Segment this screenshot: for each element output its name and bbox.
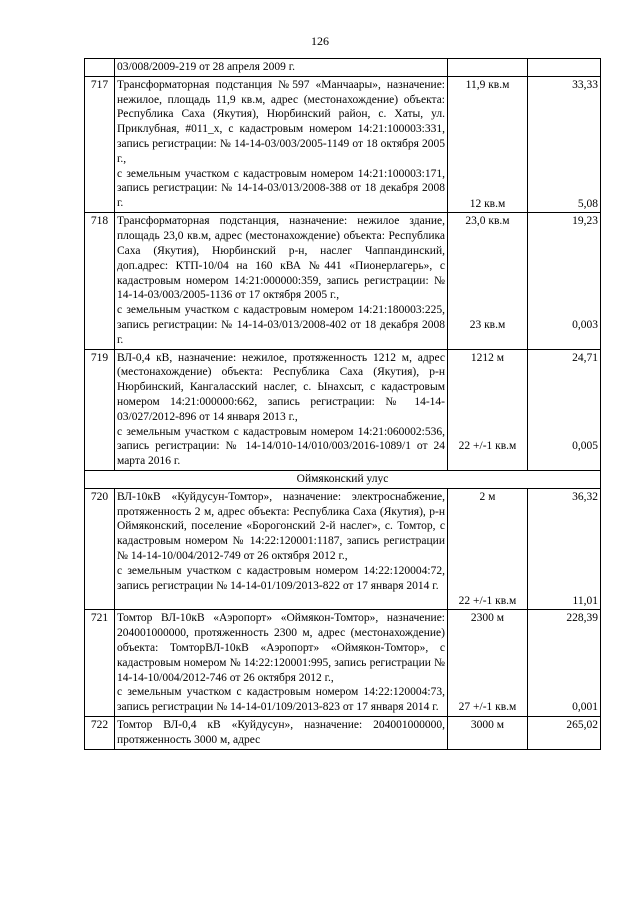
land-value: 0,001 — [572, 701, 598, 714]
land-value: 0,003 — [572, 319, 598, 332]
land-description: с земельным участком с кадастровым номером 14:22:120004:73, запись регистрации № 14-14-01/109/2013-823 от 17 января 2014 г. — [117, 686, 445, 714]
object-description: ВЛ-0,4 кВ, назначение: нежилое, протяженность 1212 м, адрес (местонахождение) объекта: Республика Саха (Якутия), р-н Нюрбинский, Кангаласский наслег, с. Ынахсыт, с кадастровым номером 14:21:000000:662, запись регистрации: № 14-14-03/027/2012-896 от 14 января 2013 г., — [117, 351, 445, 423]
object-value: 265,02 — [566, 718, 598, 731]
object-description: Трансформаторная подстанция, назначение: нежилое здание, площадь 23,0 кв.м, адрес (местонахождение) объекта: Республика Саха (Якутия), Нюрбинский р-н, наслег Чаппандинский, доп.адрес: КТП-10/04 на 160 кВА №441 «Пионерлагерь», с кадастровым номером 14:21:000000:359, запись регистрации: № 14-14-03/003/2005-1136 от 17 октября 2005 г., — [117, 215, 445, 302]
row-number: 721 — [85, 610, 115, 717]
object-area: 23,0 кв.м — [465, 215, 510, 228]
object-area: 1212 м — [470, 351, 505, 364]
land-area: 12 кв.м — [469, 197, 506, 210]
object-area: 2300 м — [470, 612, 505, 625]
row-description — [115, 610, 448, 717]
row-area — [448, 213, 528, 349]
object-value: 19,23 — [572, 215, 598, 228]
land-value: 0,005 — [572, 440, 598, 453]
row-number: 717 — [85, 76, 115, 213]
table-row — [85, 716, 601, 749]
land-value: 11,01 — [572, 594, 598, 607]
object-description: Томтор ВЛ-10кВ «Аэропорт» «Оймякон-Томтор», назначение: 204001000000, протяженность 2300 м, адрес (местонахождение) объекта: ТомторВЛ-10кВ «Аэропорт» «Оймякон-Томтор», с кадастровым номером № 14:22:120001:995, запись регистрации № 14-14-10/004/2012-746 от 26 октября 2012 г., — [117, 612, 445, 684]
row-value — [528, 349, 601, 470]
object-description: Трансформаторная подстанция №597 «Манчаары», назначение: нежилое, площадь 11,9 кв.м, адрес (местонахождение) объекта: Республика Саха (Якутия), Нюрбинский район, с. Хаты, ул. Приклубная, #011_х, с кадастровым номером 14:21:100003:331, запись регистрации: № 14-14-03/003/2005-1149 от 18 октября 2005 г., — [117, 78, 445, 165]
row-number-cell — [85, 59, 115, 77]
row-value — [528, 213, 601, 349]
row-value — [528, 488, 601, 610]
land-description: с земельным участком с кадастровым номером 14:21:060002:536, запись регистрации: № 14-14/010-14/010/003/2016-1089/1 от 24 марта 2016 г. — [117, 425, 445, 468]
object-value: 228,39 — [566, 612, 598, 625]
land-area: 27 +/-1 кв.м — [458, 701, 517, 714]
object-area: 2 м — [479, 490, 496, 503]
row-number: 718 — [85, 213, 115, 349]
row-description — [115, 213, 448, 349]
table-row — [85, 349, 601, 470]
land-description: с земельным участком с кадастровым номером 14:22:120004:72, запись регистрации № 14-14-01/109/2013-822 от 17 января 2014 г. — [117, 564, 445, 592]
row-area — [448, 610, 528, 717]
row-description — [115, 488, 448, 610]
land-value: 5,08 — [577, 197, 598, 210]
table-row — [85, 59, 601, 77]
row-area — [448, 716, 528, 749]
row-number: 722 — [85, 716, 115, 749]
page-number: 126 — [311, 34, 329, 48]
object-value: 33,33 — [572, 78, 598, 91]
object-area: 11,9 кв.м — [465, 78, 510, 91]
row-area — [448, 76, 528, 213]
object-description: Томтор ВЛ-0,4 кВ «Куйдусун», назначение: 204001000000, протяженность 3000 м, адрес — [117, 718, 445, 746]
object-description: ВЛ-10кВ «Куйдусун-Томтор», назначение: электроснабжение, протяженность 2 м, адрес объекта: Республика Саха (Якутия), р-н Оймяконский, поселение «Борогонский 2-й наслег», с. Томтор, с кадастровым номером № 14:22:120001:1187, запись регистрации № 14-14-10/004/2012-749 от 26 октября 2012 г., — [117, 490, 445, 562]
land-area: 23 кв.м — [469, 319, 506, 332]
row-description — [115, 76, 448, 213]
row-value — [528, 610, 601, 717]
table-row — [85, 610, 601, 717]
land-description: с земельным участком с кадастровым номером 14:21:100003:171, запись регистрации: № 14-14-03/013/2008-388 от 18 декабря 2008 г. — [117, 167, 445, 210]
row-value — [528, 76, 601, 213]
region-row — [85, 470, 601, 488]
land-description: с земельным участком с кадастровым номером 14:21:180003:225, запись регистрации: № 14-14-03/013/2008-402 от 18 декабря 2008 г. — [117, 304, 445, 346]
land-area: 22 +/-1 кв.м — [458, 440, 517, 453]
table-row — [85, 488, 601, 610]
row-number: 719 — [85, 349, 115, 470]
row-description — [115, 349, 448, 470]
object-area: 3000 м — [470, 718, 505, 731]
region-heading: Оймяконский улус — [85, 470, 601, 488]
table-row — [85, 213, 601, 349]
table-row — [85, 76, 601, 213]
object-value: 36,32 — [572, 490, 598, 503]
row-area — [448, 349, 528, 470]
row-area — [448, 488, 528, 610]
row-value — [528, 716, 601, 749]
continuation-text: 03/008/2009-219 от 28 апреля 2009 г. — [115, 59, 448, 77]
row-description — [115, 716, 448, 749]
object-value: 24,71 — [572, 351, 598, 364]
row-number: 720 — [85, 488, 115, 610]
property-table — [84, 58, 601, 750]
land-area: 22 +/-1 кв.м — [458, 594, 517, 607]
